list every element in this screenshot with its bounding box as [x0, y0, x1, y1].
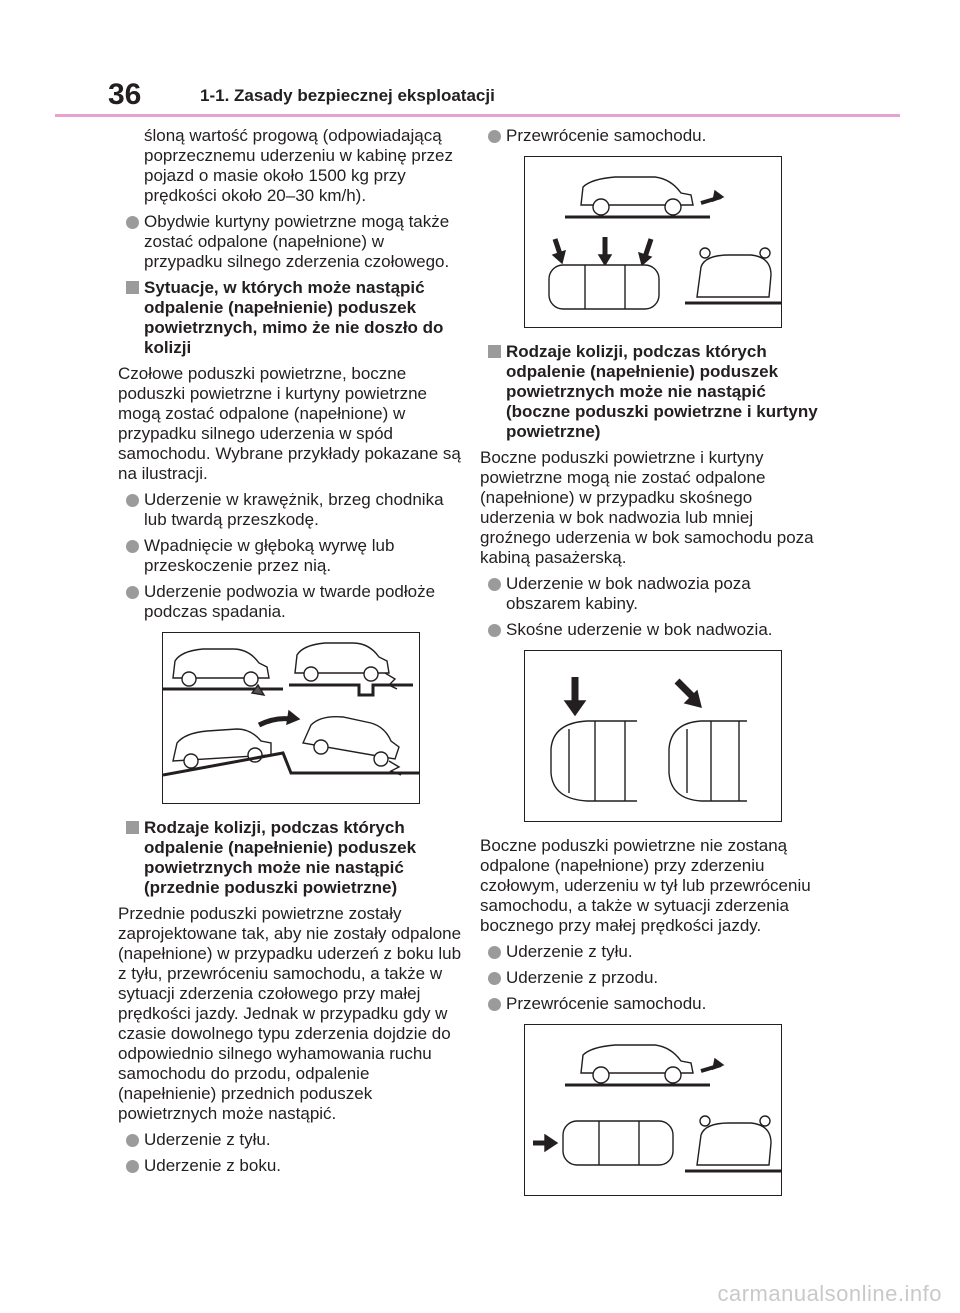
square-marker-icon [126, 281, 139, 294]
bullet-dot-icon [126, 216, 139, 229]
bullet-dot-icon [126, 494, 139, 507]
bullet-dot-icon [488, 624, 501, 637]
paragraph: Boczne poduszki powietrzne i kurtyny powietrzne mogą nie zostać odpalone (napełnione) w przypadku skośnego uderzenia w bok nadwozia lub mniej groźnego uderzenia w bok samochodu poza kabiną pasażerską. [480, 448, 814, 567]
continued-text: śloną wartość progową (odpowiadającą poprzecznemu uderzeniu w kabinę przez pojazd o masie około 1500 kg przy prędkości około 20–30 km/h). [144, 126, 454, 205]
header-divider [55, 114, 900, 117]
left-column [118, 126, 463, 1182]
square-marker-icon [488, 345, 501, 358]
illustration-rollover [524, 156, 782, 328]
list-item: Wpadnięcie w głęboką wyrwę lub przeskoczenie przez nią. [118, 536, 463, 576]
bullet-dot-icon [488, 130, 501, 143]
bullet-dot-icon [126, 1160, 139, 1173]
list-item: Uderzenie w bok nadwozia poza obszarem kabiny. [480, 574, 825, 614]
list-item: Uderzenie z tyłu. [480, 942, 825, 962]
bullet-dot-icon [488, 946, 501, 959]
section-heading: Rodzaje kolizji, podczas których odpalenie (napełnienie) poduszek powietrznych może nie nastąpić (boczne poduszki powietrzne i kurtyny powietrzne) [480, 342, 825, 442]
list-item: Uderzenie z boku. [118, 1156, 463, 1176]
paragraph: Przednie poduszki powietrzne zostały zaprojektowane tak, aby nie zostały odpalone (napełnione) w przypadku uderzeń z boku lub z tyłu, przewróceniu samochodu, a także w sytuacji zderzenia czołowego przy małej prędkości jazdy. Jednak w przypadku gdy w czasie dowolnego typu zderzenia dojdzie do odpowiednio silnego wyhamowania ruchu samochodu do przodu, odpalenie (napełnienie) przednich poduszek powietrznych może nastąpić. [118, 904, 462, 1123]
section-title: 1-1. Zasady bezpiecznej eksploatacji [200, 86, 495, 105]
list-item: Uderzenie z przodu. [480, 968, 825, 988]
illustration-undercarriage-impacts [162, 632, 420, 804]
section-heading: Sytuacje, w których może nastąpić odpalenie (napełnienie) poduszek powietrznych, mimo że nie doszło do kolizji [118, 278, 463, 358]
illustration-side-impacts [524, 650, 782, 822]
list-item: Przewrócenie samochodu. [480, 126, 825, 146]
bullet-dot-icon [488, 578, 501, 591]
illustration-rollover-2 [524, 1024, 782, 1196]
bullet-dot-icon [488, 972, 501, 985]
paragraph: Czołowe poduszki powietrzne, boczne poduszki powietrzne i kurtyny powietrzne mogą zostać odpalone (napełnione) w przypadku silnego uderzenia w spód samochodu. Wybrane przykłady pokazane są na ilustracji. [118, 364, 461, 483]
watermark: carmanualsonline.info [717, 1281, 942, 1306]
bullet-dot-icon [126, 540, 139, 553]
bullet-dot-icon [126, 1134, 139, 1147]
list-item: Skośne uderzenie w bok nadwozia. [480, 620, 825, 640]
list-item: Uderzenie podwozia w twarde podłoże podczas spadania. [118, 582, 463, 622]
bullet-dot-icon [126, 586, 139, 599]
page-number: 36 [108, 78, 142, 111]
square-marker-icon [126, 821, 139, 834]
right-column [480, 126, 825, 1210]
paragraph: Boczne poduszki powietrzne nie zostaną odpalone (napełnione) przy zderzeniu czołowym, uderzeniu w tył lub przewróceniu samochodu, a także w sytuacji zderzenia bocznego przy małej prędkości jazdy. [480, 836, 811, 935]
bullet-dot-icon [488, 998, 501, 1011]
list-item: Przewrócenie samochodu. [480, 994, 825, 1014]
list-item: Obydwie kurtyny powietrzne mogą także zostać odpalone (napełnione) w przypadku silnego zderzenia czołowego. [118, 212, 463, 272]
list-item: Uderzenie w krawężnik, brzeg chodnika lub twardą przeszkodę. [118, 490, 463, 530]
section-heading: Rodzaje kolizji, podczas których odpalenie (napełnienie) poduszek powietrznych może nie nastąpić (przednie poduszki powietrzne) [118, 818, 463, 898]
list-item: Uderzenie z tyłu. [118, 1130, 463, 1150]
